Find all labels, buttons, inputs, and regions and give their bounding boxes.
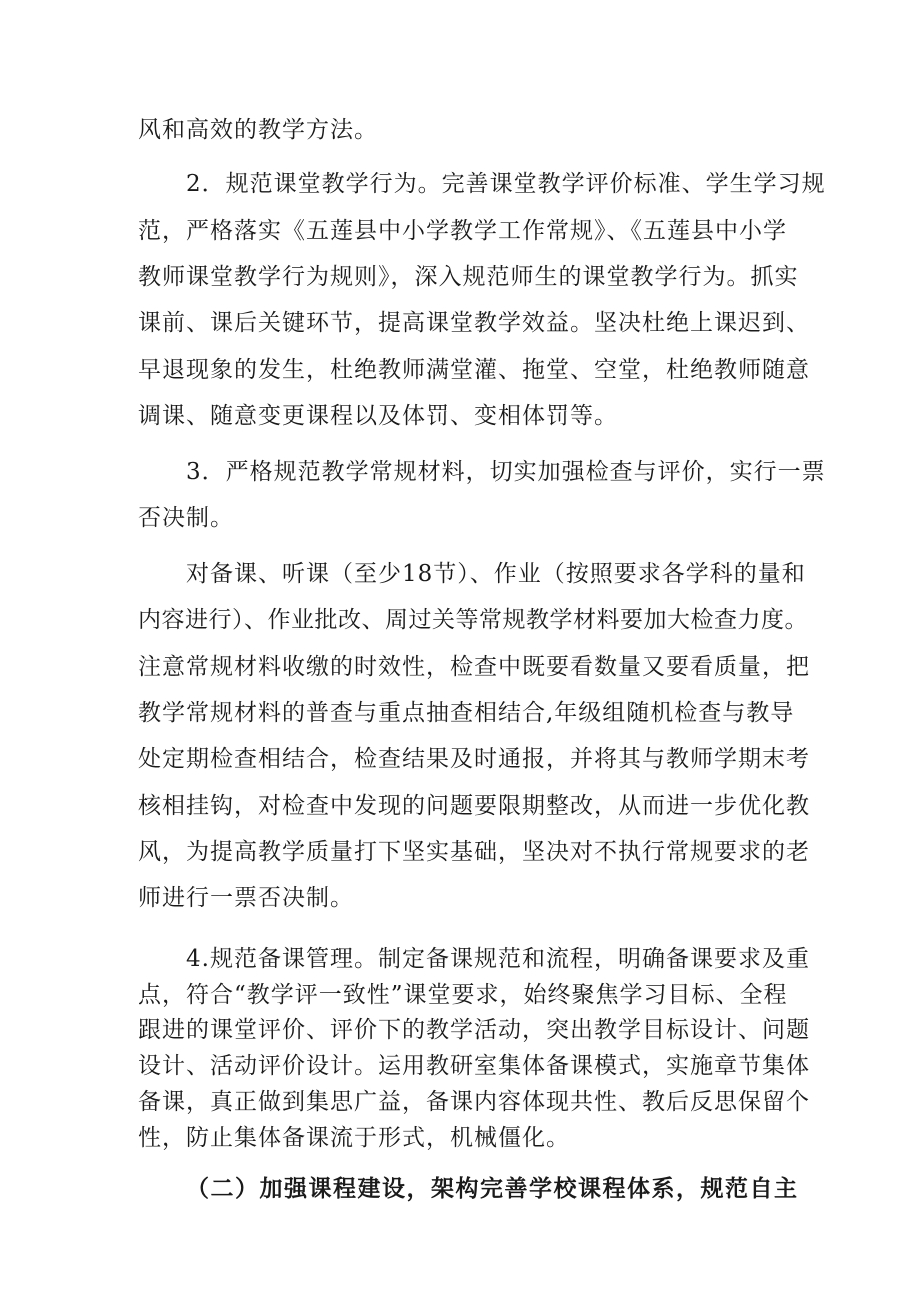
text-line: 点，符合“教学评一致性”课堂要求，始终聚焦学习目标、全程 bbox=[138, 982, 788, 1008]
text-line: 注意常规材料收缴的时效性，检查中既要看数量又要看质量，把 bbox=[138, 654, 810, 680]
text-line: 师进行一票否决制。 bbox=[138, 885, 354, 911]
text-line: 内容进行）、作业批改、周过关等常规教学材料要加大检查力度。 bbox=[138, 607, 808, 633]
text-line: 对备课、听课（至少18节）、作业（按照要求各学科的量和 bbox=[186, 561, 806, 587]
text-line: 处定期检查相结合，检查结果及时通报，并将其与教师学期末考 bbox=[138, 746, 810, 772]
text-line: 跟进的课堂评价、评价下的教学活动，突出教学目标设计、问题 bbox=[138, 1017, 810, 1043]
text-line: 教学常规材料的普查与重点抽查相结合,年级组随机检查与教导 bbox=[138, 700, 795, 726]
section-heading: （二）加强课程建设，架构完善学校课程体系，规范自主 bbox=[186, 1176, 799, 1202]
text-line: 风，为提高教学质量打下坚实基础，坚决对不执行常规要求的老 bbox=[138, 839, 810, 865]
text-line: 核相挂钩，对检查中发现的问题要限期整改，从而进一步优化教 bbox=[138, 793, 810, 819]
text-line: 2．规范课堂教学行为。完善课堂教学评价标准、学生学习规 bbox=[186, 171, 826, 197]
text-line: 早退现象的发生，杜绝教师满堂灌、拖堂、空堂，杜绝教师随意 bbox=[138, 357, 810, 383]
text-line: 性，防止集体备课流于形式，机械僵化。 bbox=[138, 1125, 570, 1151]
text-line: 课前、课后关键环节，提高课堂教学效益。坚决杜绝上课迟到、 bbox=[138, 310, 810, 336]
text-line: 范，严格落实《五莲县中小学教学工作常规》、《五莲县中小学 bbox=[138, 218, 787, 244]
text-line: 否决制。 bbox=[138, 505, 234, 531]
text-line: 调课、随意变更课程以及体罚、变相体罚等。 bbox=[138, 403, 618, 429]
text-line: 备课，真正做到集思广益，备课内容体现共性、教后反思保留个 bbox=[138, 1089, 810, 1115]
text-line: 3．严格规范教学常规材料，切实加强检查与评价，实行一票 bbox=[186, 459, 826, 485]
text-line: 风和高效的教学方法。 bbox=[138, 117, 378, 143]
text-line: 设计、活动评价设计。运用教研室集体备课模式，实施章节集体 bbox=[138, 1053, 810, 1079]
text-line: 教师课堂教学行为规则》，深入规范师生的课堂教学行为。抓实 bbox=[138, 264, 799, 290]
text-line: 4.规范备课管理。制定备课规范和流程，明确备课要求及重 bbox=[186, 946, 810, 972]
